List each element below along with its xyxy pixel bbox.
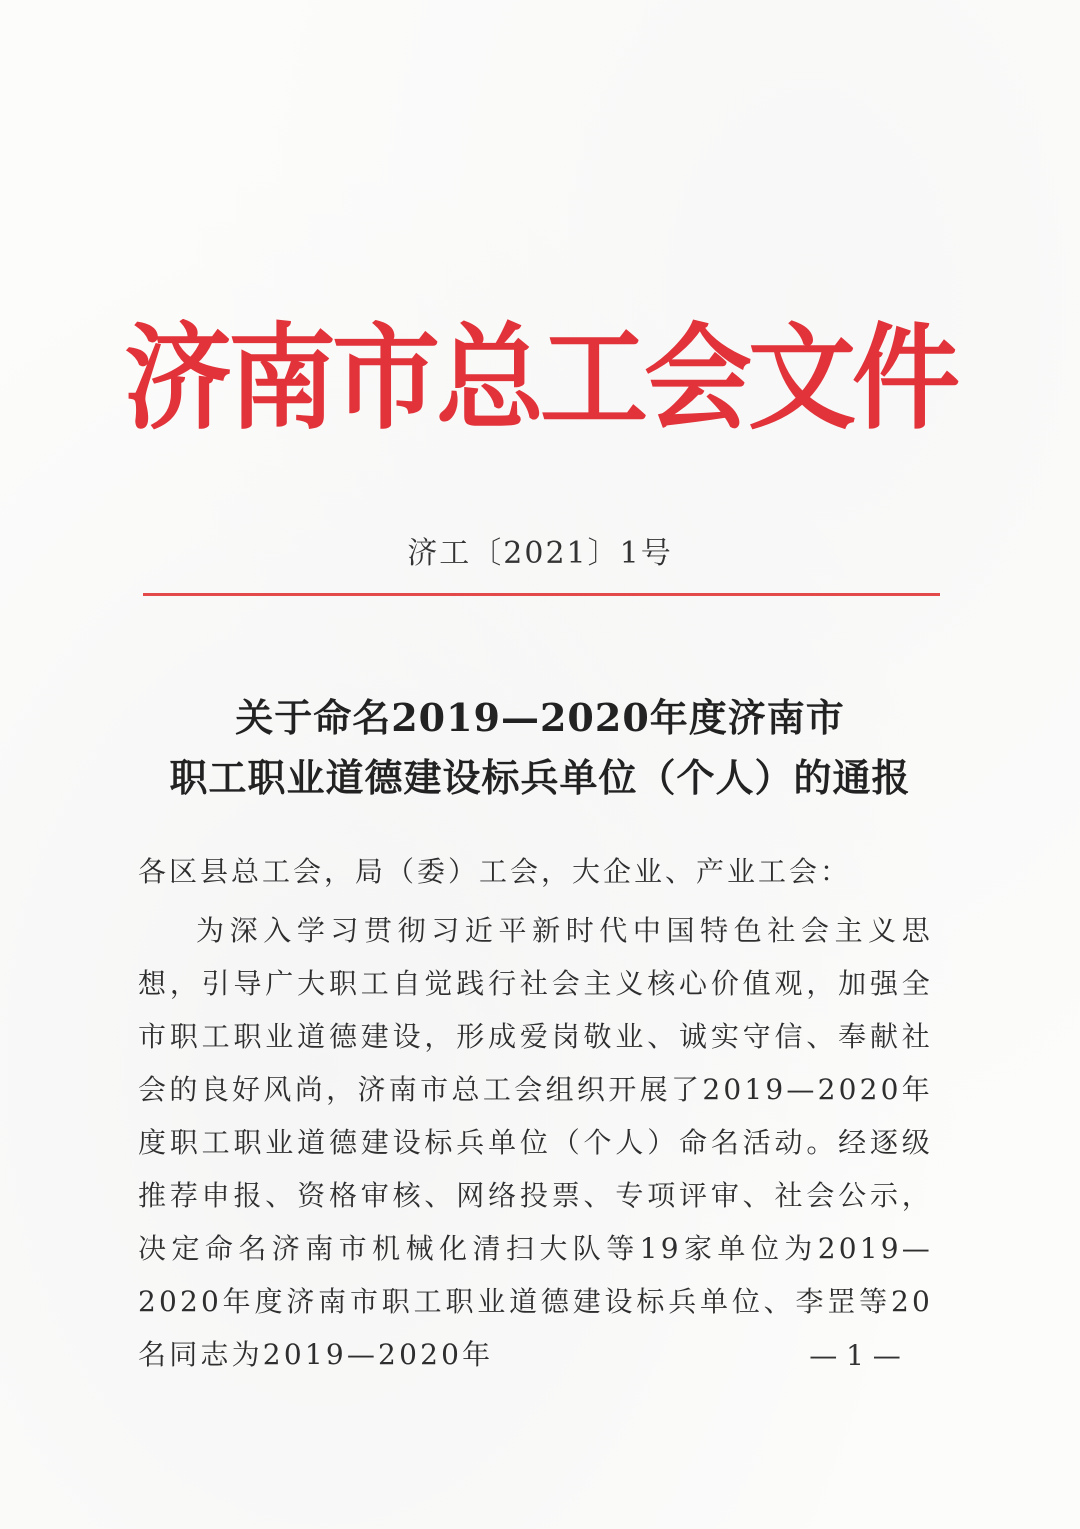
header-red-divider (143, 593, 940, 596)
notice-title-line-2: 职工职业道德建设标兵单位（个人）的通报 (169, 755, 911, 800)
issuer-header-title: 济南市总工会文件 (123, 313, 956, 446)
notice-title-line-1: 关于命名2019—2020年度济南市 (235, 695, 845, 740)
document-number: 济工〔2021〕1号 (407, 536, 673, 571)
salutation-recipients: 各区县总工会，局（委）工会，大企业、产业工会： (138, 855, 852, 888)
page-number: — 1 — (809, 1339, 901, 1372)
body-paragraph: 为深入学习贯彻习近平新时代中国特色社会主义思想，引导广大职工自觉践行社会主义核心价值观，加强全市职工职业道德建设，形成爱岗敬业、诚实守信、奉献社会的良好风尚，济南市总工会组织开展了2019—2020年度职工职业道德建设标兵单位（个人）命名活动。经逐级推荐申报、资格审核、网络投票、专项评审、社会公示，决定命名济南市机械化清扫大队等19家单位为2019—2020年度济南市职工职业道德建设标兵单位、李罡等20名同志为2019—2020年 (138, 914, 933, 1371)
